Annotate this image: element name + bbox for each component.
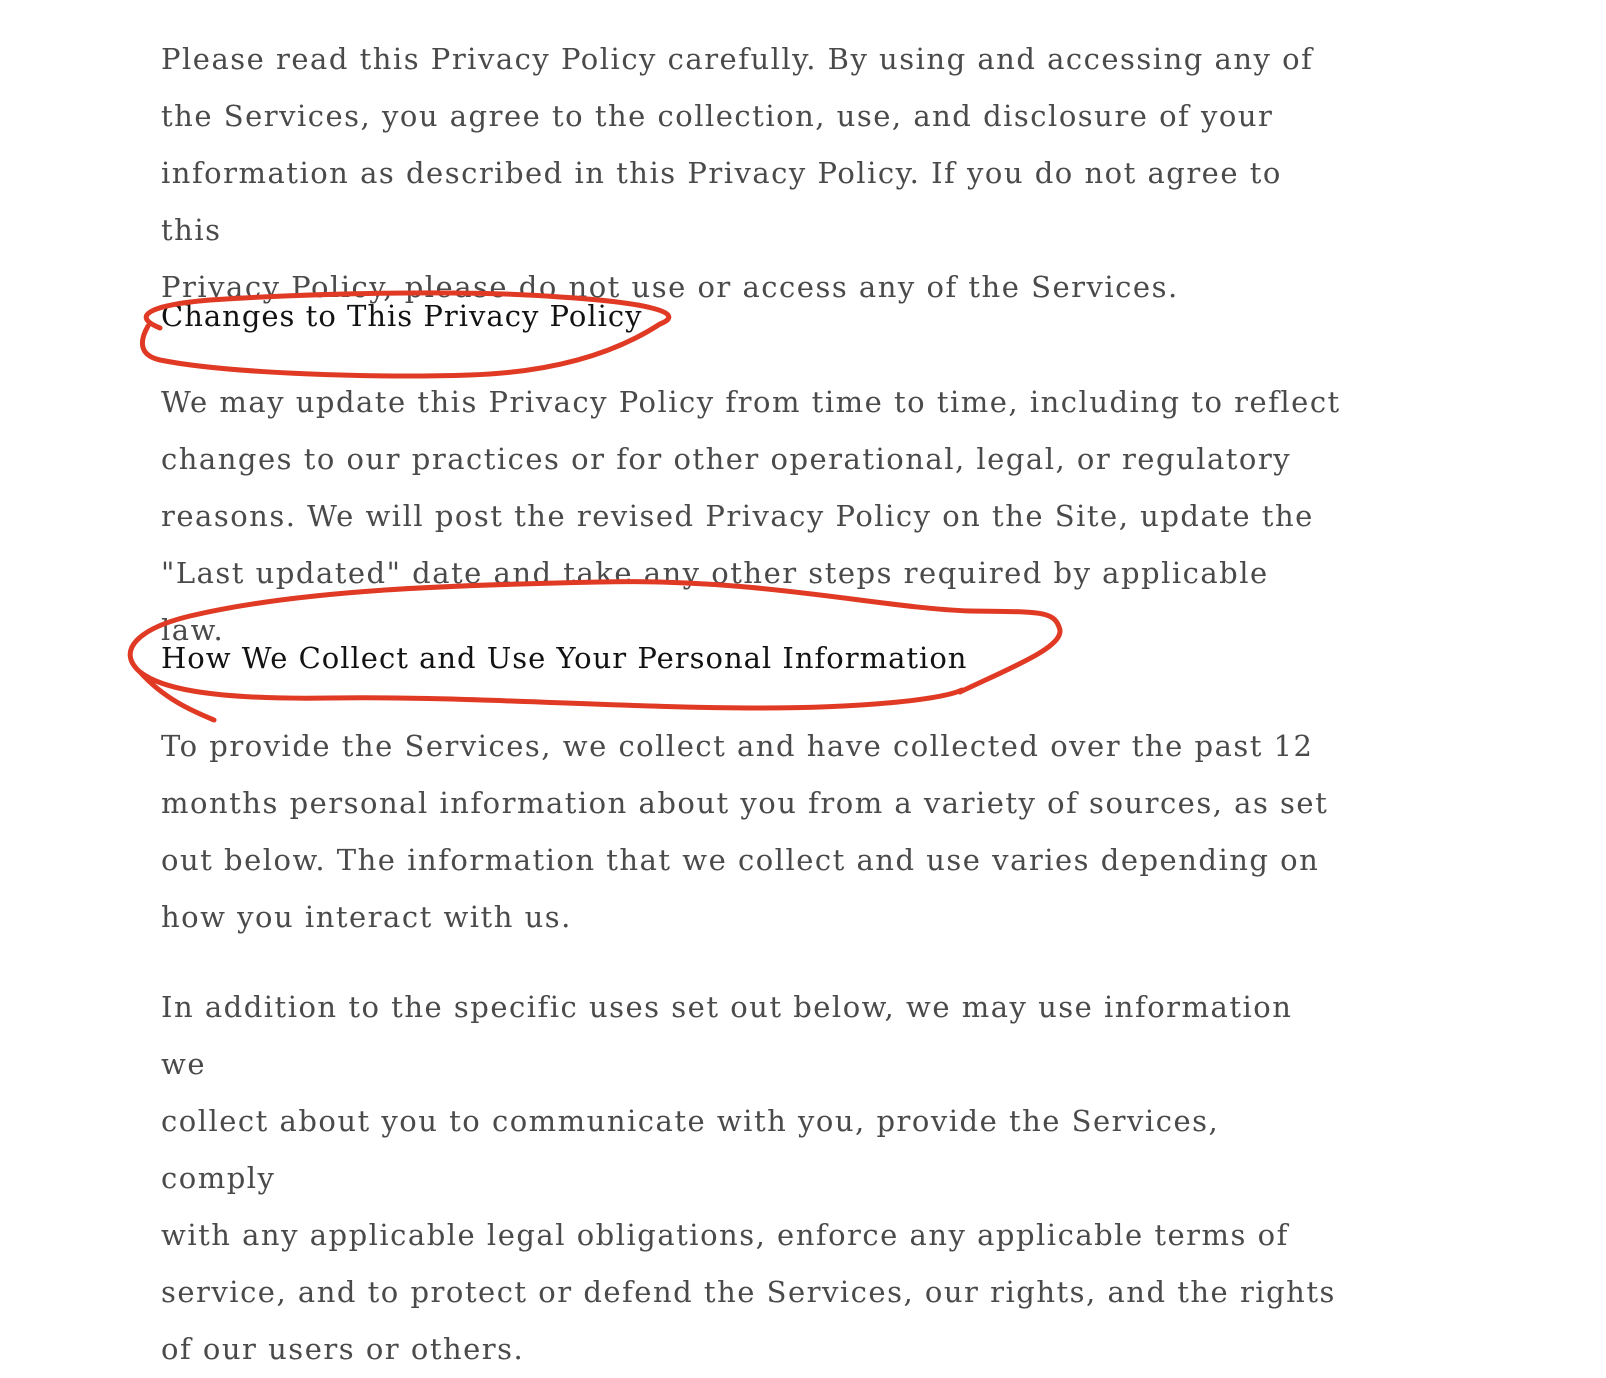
uses-paragraph: In addition to the specific uses set out below, we may use information we collect about you to communicate with you, provide the Services, comply with any applicable legal obligations, enforce any applicable terms of service, and to protect or defend the Services, our rights, and the rights of our users or others. [161, 990, 1336, 1366]
collect-paragraph: To provide the Services, we collect and have collected over the past 12 months personal information about you from a variety of sources, as set out below. The information that we collect and use varies depending on how you interact with us. [161, 729, 1329, 934]
collect-heading: How We Collect and Use Your Personal Information [161, 641, 968, 675]
intro-paragraph: Please read this Privacy Policy carefully. By using and accessing any of the Services, you agree to the collection, use, and disclosure of your information as described in this Privacy Policy. If you do not agree to this Privacy Policy, please do not use or access any of the Services. [161, 42, 1314, 304]
changes-paragraph: We may update this Privacy Policy from time to time, including to reflect changes to our practices or for other operational, legal, or regulatory reasons. We will post the revised Privacy Policy on the Site, update the "Last updated" date and take any other steps required by applicable law. [161, 385, 1341, 647]
changes-heading: Changes to This Privacy Policy [161, 299, 643, 333]
